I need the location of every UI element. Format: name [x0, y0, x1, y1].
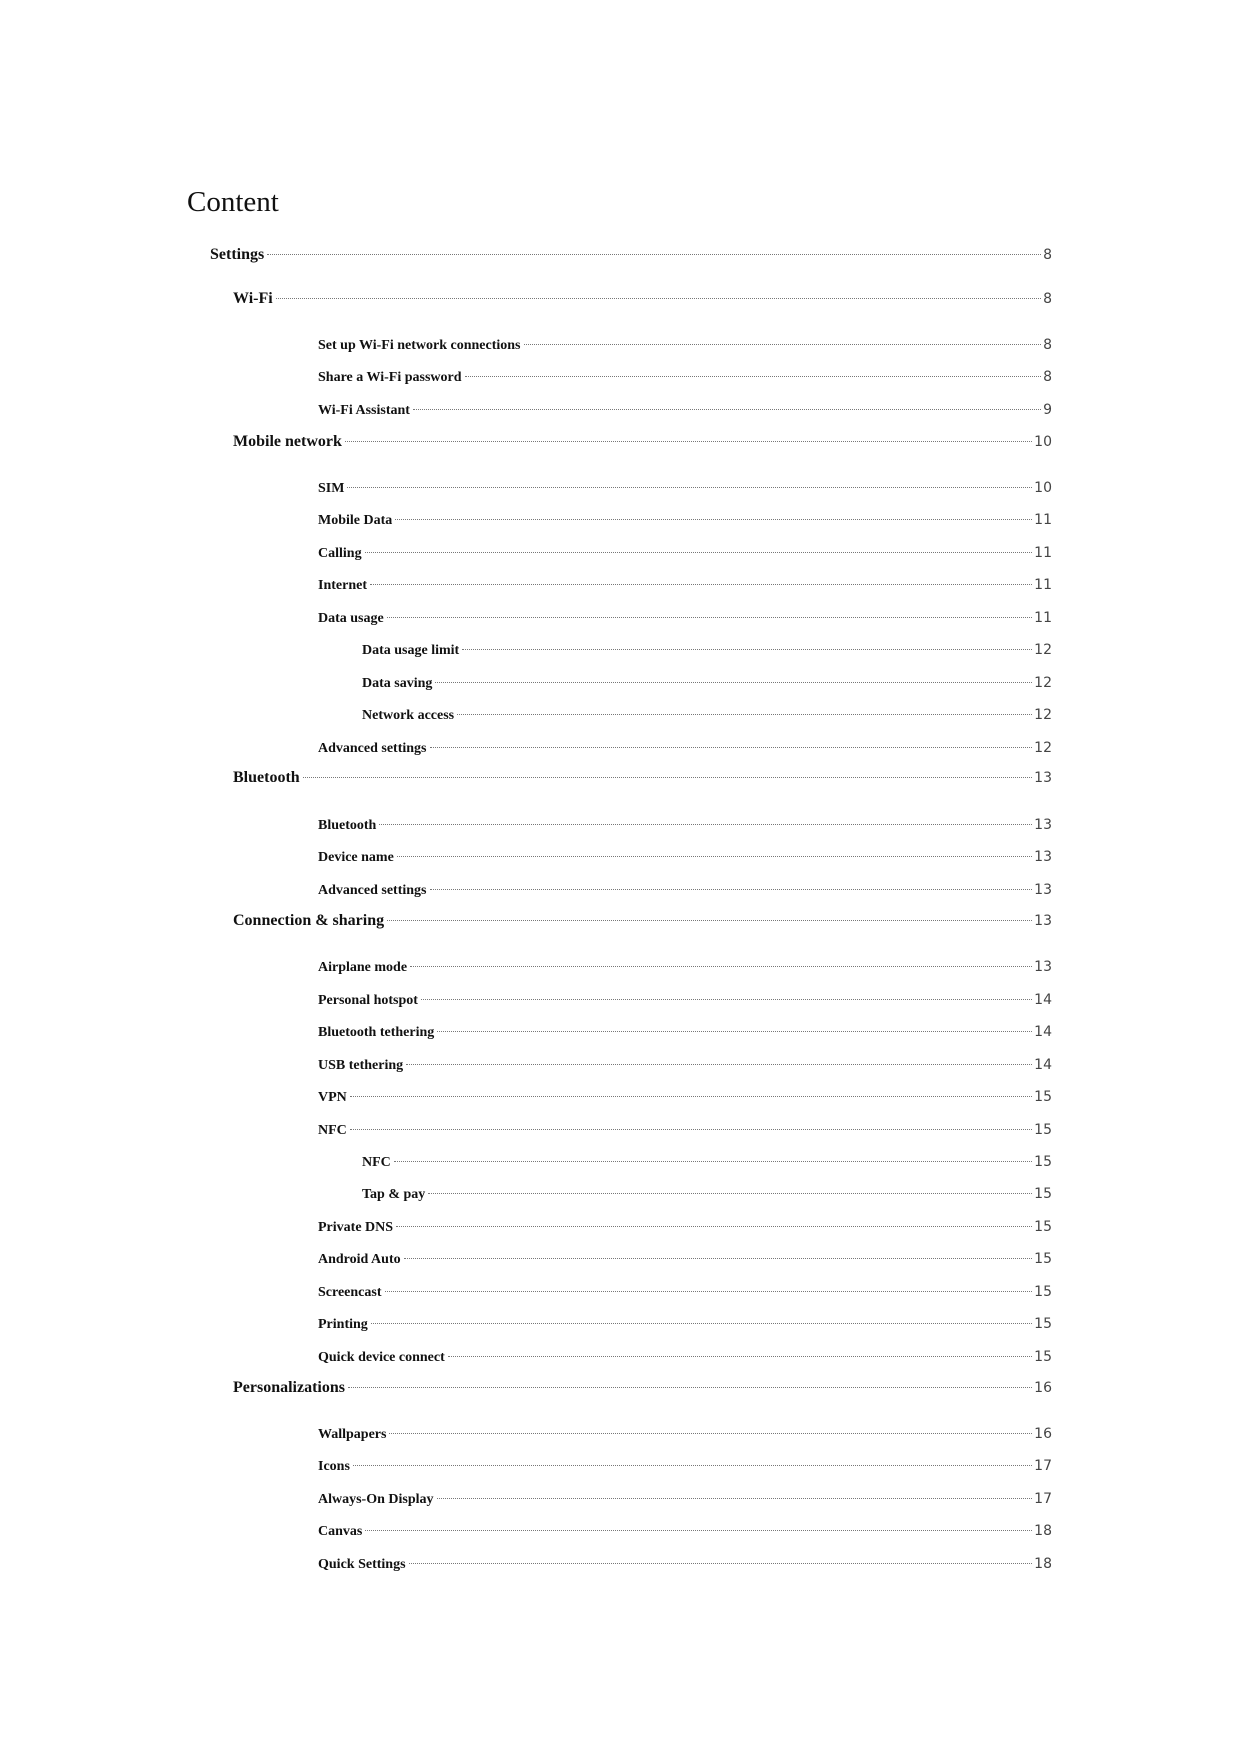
toc-entry-label: Airplane mode: [318, 960, 408, 975]
dot-leader: [370, 584, 1032, 585]
dot-leader: [430, 747, 1033, 748]
toc-entry-page: 17: [1034, 1458, 1052, 1474]
toc-entry-label: USB tethering: [318, 1058, 404, 1073]
dot-leader: [410, 966, 1032, 967]
toc-entry-label: NFC: [318, 1123, 347, 1138]
toc-entry-label: Data usage limit: [362, 643, 460, 658]
dot-leader: [394, 1161, 1032, 1162]
toc-entry-page: 15: [1034, 1349, 1052, 1365]
dot-leader: [387, 920, 1032, 921]
dot-leader: [435, 682, 1032, 683]
dot-leader: [421, 999, 1032, 1000]
toc-entry-label: VPN: [318, 1090, 347, 1105]
toc-entry-label: Always-On Display: [318, 1492, 434, 1507]
toc-entry-label: Screencast: [318, 1285, 382, 1300]
toc-entry-page: 11: [1034, 545, 1052, 561]
toc-entry-page: 15: [1034, 1122, 1052, 1138]
toc-entry-page: 16: [1034, 1426, 1052, 1442]
toc-entry-page: 10: [1034, 480, 1052, 496]
dot-leader: [350, 1096, 1032, 1097]
toc-entry-label: Device name: [318, 850, 394, 865]
toc-entry-page: 8: [1043, 247, 1052, 263]
toc-entry-page: 9: [1043, 402, 1052, 418]
toc-entry-page: 18: [1034, 1556, 1052, 1572]
toc-entry[interactable]: [210, 246, 1052, 264]
dot-leader: [385, 1291, 1033, 1292]
dot-leader: [457, 714, 1032, 715]
toc-entry-label: Android Auto: [318, 1252, 401, 1267]
dot-leader: [465, 376, 1042, 377]
toc-entry-label: Personal hotspot: [318, 993, 418, 1008]
toc-entry-page: 14: [1034, 1057, 1052, 1073]
toc-entry-label: Advanced settings: [318, 741, 427, 756]
toc-entry[interactable]: [318, 480, 1052, 497]
dot-leader: [395, 519, 1032, 520]
toc-entry-label: Set up Wi-Fi network connections: [318, 338, 521, 353]
toc-entry-page: 16: [1034, 1380, 1052, 1396]
toc-entry[interactable]: [318, 1349, 1052, 1366]
toc-entry-label: SIM: [318, 481, 345, 496]
toc-entry-page: 12: [1034, 675, 1052, 691]
toc-entry[interactable]: [318, 1024, 1052, 1041]
toc-entry-label: Internet: [318, 578, 367, 593]
toc-entry-page: 10: [1034, 434, 1052, 450]
toc-entry-label: Personalizations: [233, 1379, 345, 1396]
toc-entry-label: Data usage: [318, 611, 384, 626]
dot-leader: [396, 1226, 1032, 1227]
dot-leader: [409, 1563, 1033, 1564]
toc-entry[interactable]: [362, 675, 1052, 692]
toc-entry-label: Share a Wi-Fi password: [318, 370, 462, 385]
toc-entry-label: NFC: [362, 1155, 391, 1170]
toc-entry-label: Mobile network: [233, 433, 342, 450]
toc-entry[interactable]: [362, 707, 1052, 724]
toc-entry-page: 15: [1034, 1219, 1052, 1235]
toc-entry[interactable]: [233, 1379, 1052, 1397]
toc-entry-label: Printing: [318, 1317, 368, 1332]
toc-entry-label: Quick device connect: [318, 1350, 445, 1365]
toc-entry-page: 18: [1034, 1523, 1052, 1539]
toc-entry[interactable]: [318, 992, 1052, 1009]
toc-entry[interactable]: [318, 402, 1052, 419]
toc-entry-page: 13: [1034, 849, 1052, 865]
toc-entry[interactable]: [318, 817, 1052, 834]
toc-entry-label: Settings: [210, 246, 265, 263]
dot-leader: [404, 1258, 1033, 1259]
toc-entry-label: Icons: [318, 1459, 350, 1474]
toc-entry-page: 15: [1034, 1186, 1052, 1202]
dot-leader: [365, 552, 1033, 553]
toc-entry[interactable]: [318, 1316, 1052, 1333]
toc-entry[interactable]: [362, 1154, 1052, 1171]
toc-entry-page: 12: [1034, 642, 1052, 658]
toc-entry-page: 12: [1034, 707, 1052, 723]
toc-entry-label: Wi-Fi Assistant: [318, 403, 410, 418]
toc-entry[interactable]: [318, 1219, 1052, 1236]
toc-entry-label: Wallpapers: [318, 1427, 387, 1442]
toc-entry[interactable]: [362, 1186, 1052, 1203]
toc-entry-page: 14: [1034, 1024, 1052, 1040]
dot-leader: [524, 344, 1042, 345]
toc-entry[interactable]: [318, 610, 1052, 627]
toc-entry-page: 15: [1034, 1089, 1052, 1105]
dot-leader: [303, 777, 1033, 778]
toc-entry[interactable]: [233, 912, 1052, 930]
toc-entry-label: Canvas: [318, 1524, 363, 1539]
toc-entry[interactable]: [318, 337, 1052, 354]
toc-entry[interactable]: [233, 433, 1052, 451]
toc-entry-page: 13: [1034, 959, 1052, 975]
toc-entry-page: 11: [1034, 512, 1052, 528]
toc-entry-page: 15: [1034, 1316, 1052, 1332]
toc-entry-label: Data saving: [362, 676, 433, 691]
dot-leader: [276, 298, 1041, 299]
toc-entry[interactable]: [318, 577, 1052, 594]
dot-leader: [345, 441, 1032, 442]
toc-entry[interactable]: [233, 290, 1052, 308]
toc-entry-page: 11: [1034, 577, 1052, 593]
toc-entry-label: Bluetooth: [318, 818, 377, 833]
toc-entry-page: 11: [1034, 610, 1052, 626]
toc-entry-label: Wi-Fi: [233, 290, 273, 307]
toc-entry-page: 8: [1043, 291, 1052, 307]
toc-entry[interactable]: [362, 642, 1052, 659]
toc-entry-label: Calling: [318, 546, 362, 561]
dot-leader: [379, 824, 1032, 825]
dot-leader: [428, 1193, 1032, 1194]
toc-entry-page: 17: [1034, 1491, 1052, 1507]
toc-entry-page: 15: [1034, 1154, 1052, 1170]
dot-leader: [348, 1387, 1032, 1388]
toc-entry[interactable]: [318, 545, 1052, 562]
toc-entry-label: Bluetooth tethering: [318, 1025, 435, 1040]
dot-leader: [397, 856, 1032, 857]
dot-leader: [371, 1323, 1032, 1324]
toc-entry[interactable]: [318, 1089, 1052, 1106]
toc-entry-page: 15: [1034, 1251, 1052, 1267]
dot-leader: [413, 409, 1041, 410]
toc-entry[interactable]: [318, 1426, 1052, 1443]
toc-entry[interactable]: [318, 1458, 1052, 1475]
toc-entry-page: 15: [1034, 1284, 1052, 1300]
dot-leader: [462, 649, 1032, 650]
toc-entry[interactable]: [318, 1251, 1052, 1268]
toc-entry-page: 13: [1034, 817, 1052, 833]
dot-leader: [347, 487, 1032, 488]
toc-entry[interactable]: [233, 769, 1052, 787]
toc-entry[interactable]: [318, 1523, 1052, 1540]
toc-entry[interactable]: [318, 882, 1052, 899]
dot-leader: [365, 1530, 1032, 1531]
toc-entry[interactable]: [318, 849, 1052, 866]
toc-entry-page: 8: [1043, 369, 1052, 385]
toc-entry[interactable]: [318, 512, 1052, 529]
toc-entry-label: Bluetooth: [233, 769, 300, 786]
toc-entry[interactable]: [318, 959, 1052, 976]
toc-entry[interactable]: [318, 369, 1052, 386]
dot-leader: [430, 889, 1033, 890]
toc-entry[interactable]: [318, 1284, 1052, 1301]
dot-leader: [437, 1498, 1033, 1499]
dot-leader: [353, 1465, 1032, 1466]
toc-entry[interactable]: [318, 1556, 1052, 1573]
toc-entry-label: Advanced settings: [318, 883, 427, 898]
toc-entry[interactable]: [318, 1491, 1052, 1508]
toc-entry[interactable]: [318, 740, 1052, 757]
toc-title: Content: [187, 186, 279, 218]
dot-leader: [387, 617, 1032, 618]
dot-leader: [389, 1433, 1032, 1434]
toc-entry-label: Connection & sharing: [233, 912, 385, 929]
toc-entry-page: 8: [1043, 337, 1052, 353]
toc-entry-label: Private DNS: [318, 1220, 394, 1235]
dot-leader: [437, 1031, 1032, 1032]
toc-entry-page: 13: [1034, 913, 1052, 929]
toc-entry-page: 14: [1034, 992, 1052, 1008]
dot-leader: [406, 1064, 1032, 1065]
toc-entry-label: Network access: [362, 708, 455, 723]
toc-entry-label: Tap & pay: [362, 1187, 426, 1202]
toc-entry-page: 13: [1034, 770, 1052, 786]
toc-entry-label: Quick Settings: [318, 1557, 406, 1572]
toc-entry[interactable]: [318, 1122, 1052, 1139]
dot-leader: [267, 254, 1041, 255]
toc-entry-page: 12: [1034, 740, 1052, 756]
dot-leader: [448, 1356, 1032, 1357]
toc-entry-page: 13: [1034, 882, 1052, 898]
toc-entry[interactable]: [318, 1057, 1052, 1074]
toc-entry-label: Mobile Data: [318, 513, 393, 528]
dot-leader: [350, 1129, 1032, 1130]
